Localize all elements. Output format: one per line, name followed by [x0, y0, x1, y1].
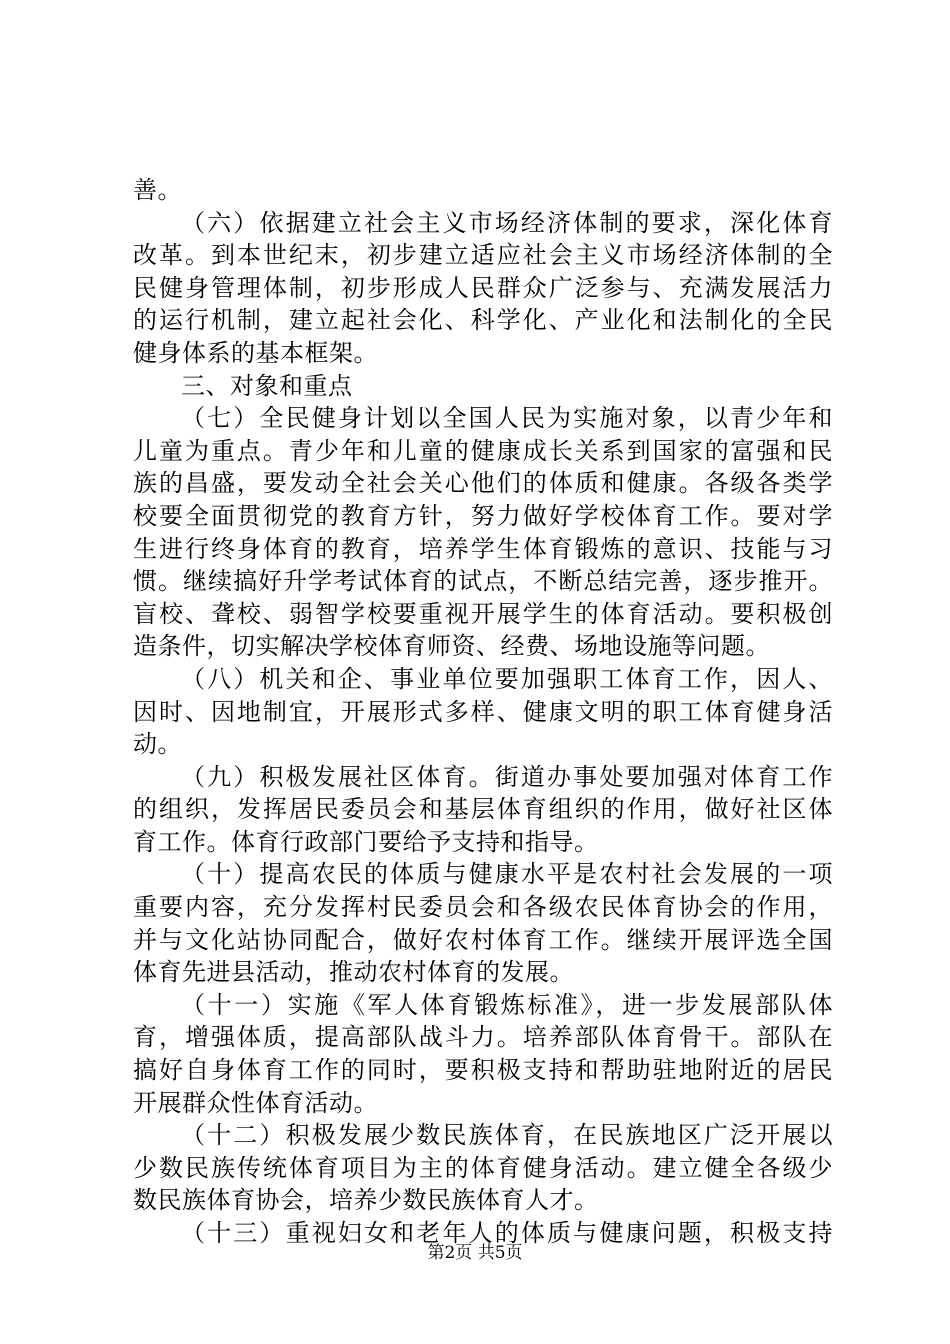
text-line: 育，增强体质，提高部队战斗力。培养部队体育骨干。部队在	[133, 1023, 833, 1052]
text-line: 动。	[133, 730, 182, 759]
text-line: 惯。继续搞好升学考试体育的试点，不断总结完善，逐步推开。	[133, 567, 833, 596]
text-line: （十）提高农民的体质与健康水平是农村社会发展的一项	[181, 860, 833, 889]
text-line: 数民族体育协会，培养少数民族体育人才。	[133, 1186, 599, 1215]
text-line: （七）全民健身计划以全国人民为实施对象，以青少年和	[181, 404, 833, 433]
text-line: 的运行机制，建立起社会化、科学化、产业化和法制化的全民	[133, 306, 833, 335]
text-line: 因时、因地制宜，开展形式多样、健康文明的职工体育健身活	[133, 697, 833, 726]
text-line: 体育先进县活动，推动农村体育的发展。	[133, 958, 574, 987]
text-line: 盲校、聋校、弱智学校要重视开展学生的体育活动。要积极创	[133, 599, 833, 628]
page-number-label: 第2页 共5页	[427, 1243, 523, 1263]
text-line: （十一）实施《军人体育锻炼标准》，进一步发展部队体	[181, 990, 833, 1019]
text-line: 造条件，切实解决学校体育师资、经费、场地设施等问题。	[133, 632, 770, 661]
text-line: 开展群众性体育活动。	[133, 1088, 378, 1117]
text-line: 改革。到本世纪末，初步建立适应社会主义市场经济体制的全	[133, 241, 833, 270]
text-line: （十二）积极发展少数民族体育，在民族地区广泛开展以	[181, 1121, 833, 1150]
section-heading: 三、对象和重点	[181, 371, 353, 400]
text-line: （八）机关和企、事业单位要加强职工体育工作，因人、	[181, 664, 833, 693]
text-line: （六）依据建立社会主义市场经济体制的要求，深化体育	[181, 208, 833, 237]
text-line: 校要全面贯彻党的教育方针，努力做好学校体育工作。要对学	[133, 501, 833, 530]
text-line: 善。	[133, 176, 182, 204]
page-footer	[0, 1238, 950, 1263]
text-line: 的组织，发挥居民委员会和基层体育组织的作用，做好社区体	[133, 795, 833, 824]
text-line: （十三）重视妇女和老年人的体质与健康问题，积极支持	[181, 1219, 833, 1247]
text-line: 健身体系的基本框架。	[133, 338, 378, 367]
text-line: 育工作。体育行政部门要给予支持和指导。	[133, 827, 599, 856]
text-line: 搞好自身体育工作的同时，要积极支持和帮助驻地附近的居民	[133, 1056, 833, 1085]
body-text	[133, 174, 833, 1250]
text-line: 族的昌盛，要发动全社会关心他们的体质和健康。各级各类学	[133, 469, 833, 498]
text-line: 并与文化站协同配合，做好农村体育工作。继续开展评选全国	[133, 925, 833, 954]
text-line: 民健身管理体制，初步形成人民群众广泛参与、充满发展活力	[133, 273, 833, 302]
text-line: 生进行终身体育的教育，培养学生体育锻炼的意识、技能与习	[133, 534, 833, 563]
text-line: 儿童为重点。青少年和儿童的健康成长关系到国家的富强和民	[133, 436, 833, 465]
text-line: 重要内容，充分发挥村民委员会和各级农民体育协会的作用，	[133, 893, 833, 922]
text-line: 少数民族传统体育项目为主的体育健身活动。建立健全各级少	[133, 1153, 833, 1182]
text-line: （九）积极发展社区体育。街道办事处要加强对体育工作	[181, 762, 833, 791]
